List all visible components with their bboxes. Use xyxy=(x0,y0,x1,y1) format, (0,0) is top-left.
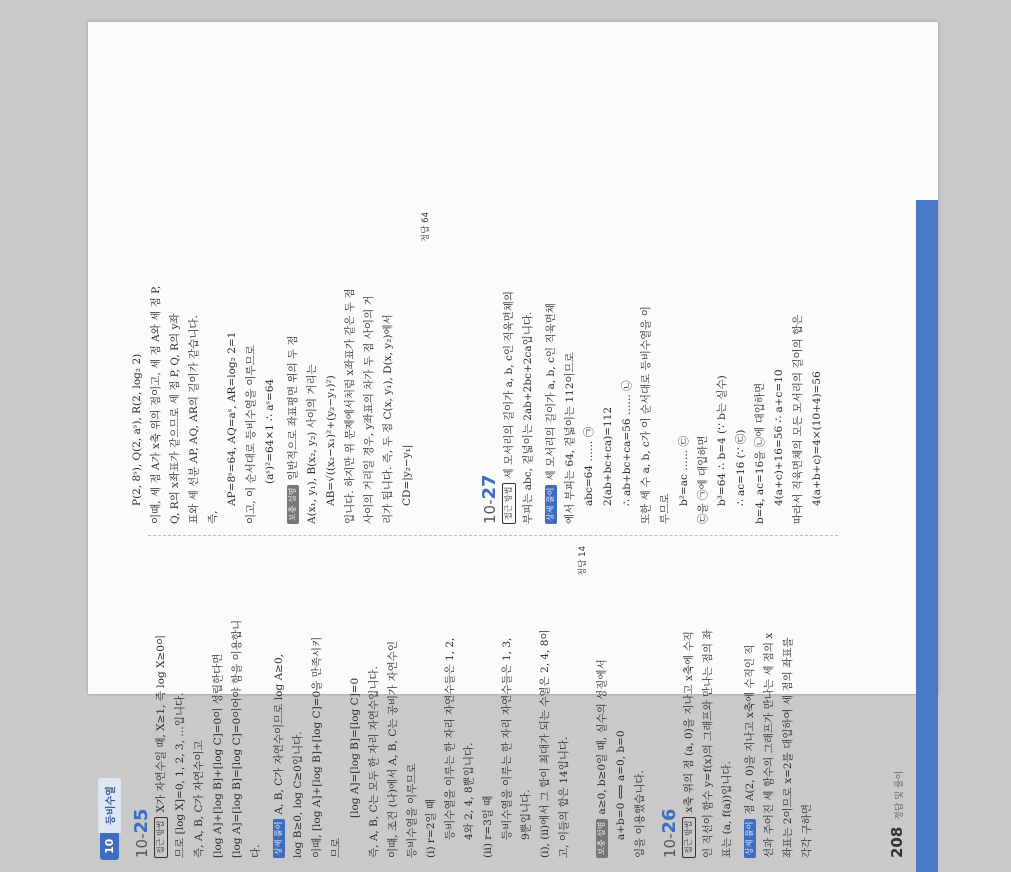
detail-tag: 상세 풀이 xyxy=(273,819,285,858)
detail-tag: 상세 풀이 xyxy=(545,485,557,524)
answer-10-26: 정답 64 xyxy=(421,212,431,242)
column-divider xyxy=(148,535,838,536)
approach-tag: 접근 방법 xyxy=(682,817,696,858)
page-footer-label: 정답 및 풀이 xyxy=(895,770,905,820)
problem-10-25-heading: 10-25 xyxy=(131,808,152,858)
answer-10-25: 정답 14 xyxy=(578,546,588,576)
right-column: P(2, 8ˢ), Q(2, aˢ), R(2, log₂ 2) 이때, 세 점 A가 x축 위의 점이고, 세 점 A와 세 점 P, Q, R의 x좌표가 같으므로 세 점 P, Q, R의 y좌 표와 세 선분 AP, AQ, AR의 길이가 같습니다. 즉, AP=8ˢ=64, AQ=aˢ, AR=log₂ 2=1 이고, 이 순서대로 등비수열을 이루므로 (aˢ)²=64×1 ∴ aˢ=64 보충 설명일반적으로 좌표평면 위의 두 점 A(x₁, y₁), B(x₂, y₂) 사이의 거리는 AB=√((x₂−x₁)²+(y₂−y₁)²) 입니다. 하지만 위 문제에서처럼 x좌표가 같은 두 점 사이의 거리일 경우, y좌표의 차가 두 점 사이의 거 리가 됩니다. 즉, 두 점 C(x, y₁), D(x, y₂)에서 CD=|y₂−y₁| 정답 64 10-27 접근 방법세 모서리의 길이가 a, b, c인 직육면체의 부피는 abc, 겉넓이는 2ab+2bc+2ca입니다. 상세 풀이세 모서리의 길이가 a, b, c인 직육면체 에서 부피는 64, 겉넓이는 112이므로 abc=64 …… ㉠ 2(ab+bc+ca)=112 ∴ ab+bc+ca=56 …… ㉡ 또한 세 수 a, b, c가 이 순서대로 등비수열을 이 루므로 b²=ac …… ㉢ ㉢을 ㉠에 대입하면 b³=64 ∴ b=4 (∵ b는 실수) ∴ ac=16 (∵ ㉢) b=4, ac=16을 ㉡에 대입하면 4(a+c)+16=56 ∴ a+c=10 따라서 직육면체의 모든 모서리의 길이의 합은 4(a+b+c)=4×(10+4)=56 xyxy=(131,212,823,524)
approach-tag: 접근 방법 xyxy=(154,817,168,858)
left-column: 10-25 접근 방법X가 자연수일 때, X≥1, 즉 log X≥0이 므로 [log X]=0, 1, 2, 3, …입니다. 즉, A, B, C가 자연수이고 [log A]+[log B]+[log C]=0이 성립한다면 [log A]=[log B]=[log C]=0이어야 함을 이용합니 다. 상세 풀이A, B, C가 자연수이므로 log A≥0, log B≥0, log C≥0입니다. 이때, [log A]+[log B]+[log C]=0을 만족시키 므로 [log A]=[log B]=[log C]=0 즉, A, B, C는 모두 한 자리 자연수입니다. 이때, 조건 (나)에서 A, B, C는 공비가 자연수인 등비수열을 이루므로 (i) r=2일 때 등비수열을 이루는 한 자리 자연수들은 1, 2, 4와 2, 4, 8뿐입니다. (ii) r=3일 때 등비수열을 이루는 한 자리 자연수들은 1, 3, 9뿐입니다. (i), (ii)에서 그 합이 최대가 되는 수열은 2, 4, 8이 고, 이들의 합은 14입니다. 정답 14 보충 설명a≥0, b≥0일 때, 실수의 성질에서 a+b=0 ⟺ a=0, b=0 임을 이용했습니다. 10-26 접근 방법x축 위의 점 (a, 0)을 지나고 x축에 수직 인 직선이 함수 y=f(x)의 그래프와 만나는 점의 좌 표는 (a, f(a))입니다. 상세 풀이점 A(2, 0)을 지나고 x축에 수직인 직 선과 주어진 세 함수의 그래프가 만나는 세 점의 x 좌표는 2이므로 x=2를 대입하여 세 점의 좌표를 각각 구하면 xyxy=(131,546,813,858)
rotated-page-content xyxy=(88,200,938,872)
document-page xyxy=(88,22,938,858)
note-tag: 보충 설명 xyxy=(287,485,299,524)
chapter-number: 10 xyxy=(100,833,119,860)
note-tag: 보충 설명 xyxy=(596,819,608,858)
page-edge-bar xyxy=(916,200,938,872)
chapter-tag xyxy=(98,778,120,860)
chapter-title: 등비수열 xyxy=(98,778,121,833)
page-number: 208 xyxy=(888,826,906,858)
approach-tag: 접근 방법 xyxy=(502,483,516,524)
problem-10-27-heading: 10-27 xyxy=(479,474,500,524)
detail-tag: 상세 풀이 xyxy=(744,819,756,858)
problem-10-26-heading: 10-26 xyxy=(659,808,680,858)
